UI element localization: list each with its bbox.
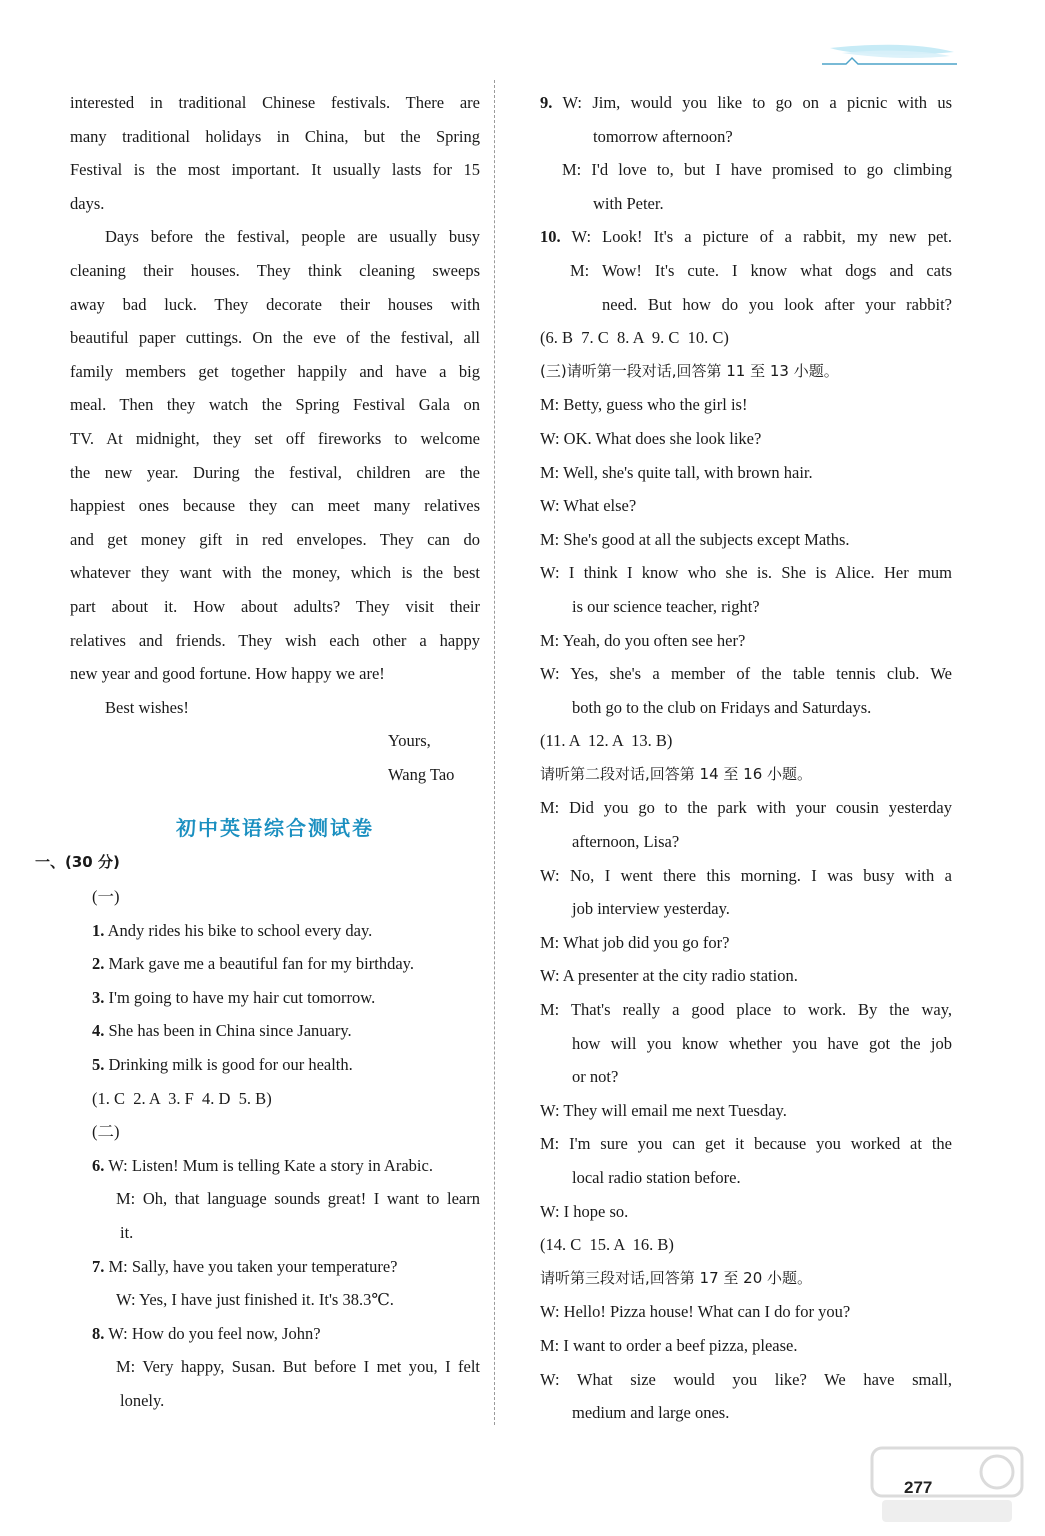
text-line: whatever they want with the money, which is the best	[70, 563, 480, 583]
dialogue-10-line-3: need. But how do you look after your rabbit?	[602, 294, 952, 314]
sentence-text: Andy rides his bike to school every day.	[107, 920, 373, 940]
text-line: family members get together happily and have a big	[70, 361, 480, 381]
letter-sign-off: Yours,	[388, 731, 431, 751]
dialogue-8-line-1	[70, 1317, 480, 1351]
conversation-2-line: W: No, I went there this morning. I was busy with a	[540, 865, 952, 885]
conversation-3-line: M: I want to order a beef pizza, please.	[540, 1335, 798, 1355]
dialogue-8-line-2: M: Very happy, Susan. But before I met you, I felt	[116, 1357, 480, 1377]
text-line: meal. Then they watch the Spring Festival Gala on	[70, 395, 480, 415]
dialogue-9-line-1	[540, 86, 952, 120]
part-2-label: (二)	[92, 1122, 120, 1142]
conversation-1-line: M: Well, she's quite tall, with brown hair.	[540, 462, 813, 482]
conversation-1-line: W: OK. What does she look like?	[540, 428, 762, 448]
letter-signer: Wang Tao	[388, 764, 455, 784]
dialogue-9-line-4: with Peter.	[593, 193, 664, 213]
test-title: 初中英语综合测试卷	[176, 816, 374, 841]
conversation-2-line: afternoon, Lisa?	[572, 832, 680, 852]
sentence-text: Mark gave me a beautiful fan for my birthday.	[108, 954, 414, 974]
text-line: and get money gift in red envelopes. They can do	[70, 529, 480, 549]
dialogue-7-line-1	[70, 1250, 480, 1284]
sentence-text: She has been in China since January.	[108, 1021, 352, 1041]
header-decoration	[822, 42, 957, 68]
conversation-1-line: M: She's good at all the subjects except Maths.	[540, 529, 850, 549]
sentence-3	[70, 981, 480, 1015]
conversation-2-line: M: Did you go to the park with your cousin yesterday	[540, 798, 952, 818]
item-number: 3.	[92, 987, 105, 1007]
conversation-1-line: W: I think I know who she is. She is Alice. Her mum	[540, 563, 952, 583]
text-line: happiest ones because they can meet many relatives	[70, 496, 480, 516]
item-number: 6.	[92, 1155, 105, 1175]
conversation-2-line: job interview yesterday.	[572, 899, 730, 919]
answers-6-10: (6. B 7. C 8. A 9. C 10. C)	[540, 328, 729, 348]
text-line: days.	[70, 193, 105, 213]
conversation-1-line: W: Yes, she's a member of the table tennis club. We	[540, 664, 952, 684]
item-number: 4.	[92, 1021, 105, 1041]
dialogue-10-line-1	[540, 220, 952, 254]
conversation-2-line: W: They will email me next Tuesday.	[540, 1100, 787, 1120]
left-column	[35, 86, 480, 1418]
conversation-2-line: or not?	[572, 1067, 619, 1087]
text-line: TV. At midnight, they set off fireworks to welcome	[70, 428, 480, 448]
text-line: Days before the festival, people are usually busy	[105, 227, 480, 247]
sentence-text: I'm going to have my hair cut tomorrow.	[108, 987, 376, 1007]
dialogue-9-line-3: M: I'd love to, but I have promised to go climbing	[562, 160, 952, 180]
dialogue-text: W: Listen! Mum is telling Kate a story in Arabic.	[108, 1155, 433, 1175]
conversation-2-line: how will you know whether you have got the job	[572, 1033, 952, 1053]
conversation-3-intro: 请听第三段对话,回答第 17 至 20 小题。	[540, 1268, 813, 1287]
column-divider	[494, 80, 495, 1425]
section-label: 一、(30 分)	[35, 853, 120, 872]
conversation-1-line: M: Betty, guess who the girl is!	[540, 395, 748, 415]
text-line: interested in traditional Chinese festivals. There are	[70, 93, 480, 112]
conversation-1-line: M: Yeah, do you often see her?	[540, 630, 746, 650]
sentence-1	[70, 914, 480, 948]
item-number: 10.	[540, 227, 561, 247]
conversation-1-line: W: What else?	[540, 496, 637, 516]
conversation-3-line: medium and large ones.	[572, 1403, 730, 1423]
dialogue-text: W: How do you feel now, John?	[108, 1323, 321, 1343]
sentence-2	[70, 947, 480, 981]
conversation-2-line: M: I'm sure you can get it because you worked at the	[540, 1134, 952, 1154]
watermark-logo	[862, 1440, 1032, 1530]
answers-14-16: (14. C 15. A 16. B)	[540, 1235, 674, 1255]
dialogue-6-line-3: it.	[120, 1223, 134, 1242]
conversation-2-line: M: What job did you go for?	[540, 932, 730, 952]
sentence-text: Drinking milk is good for our health.	[108, 1055, 353, 1075]
dialogue-10-line-2: M: Wow! It's cute. I know what dogs and cats	[570, 260, 952, 280]
part-3-intro: (三)请听第一段对话,回答第 11 至 13 小题。	[540, 361, 839, 380]
conversation-1-line: both go to the club on Fridays and Saturdays.	[572, 697, 872, 717]
sentence-4	[70, 1014, 480, 1048]
conversation-2-line: W: A presenter at the city radio station.	[540, 966, 798, 986]
conversation-3-line: W: What size would you like? We have small,	[540, 1369, 952, 1389]
item-number: 7.	[92, 1256, 105, 1276]
text-line: relatives and friends. They wish each other a happy	[70, 630, 480, 650]
item-number: 2.	[92, 954, 105, 974]
item-number: 9.	[540, 93, 553, 112]
dialogue-6-line-2: M: Oh, that language sounds great! I want to learn	[116, 1189, 480, 1209]
text-line: many traditional holidays in China, but the Spring	[70, 126, 480, 146]
right-column	[540, 86, 952, 1430]
sentence-5	[70, 1048, 480, 1082]
item-number: 8.	[92, 1323, 105, 1343]
dialogue-6-line-1	[70, 1149, 480, 1183]
conversation-2-intro: 请听第二段对话,回答第 14 至 16 小题。	[540, 764, 813, 783]
page-number: 277	[904, 1478, 933, 1497]
item-number: 1.	[92, 920, 105, 940]
letter-paragraph-2	[70, 220, 480, 690]
item-number: 5.	[92, 1055, 105, 1075]
text-line: cleaning their houses. They think cleaning sweeps	[70, 260, 480, 280]
conversation-2-line: M: That's really a good place to work. By the way,	[540, 1000, 952, 1020]
text-line: part about it. How about adults? They visit their	[70, 596, 480, 616]
dialogue-9-line-2: tomorrow afternoon?	[593, 126, 733, 146]
text-line: new year and good fortune. How happy we are!	[70, 664, 385, 684]
dialogue-text: W: Look! It's a picture of a rabbit, my new pet.	[571, 227, 952, 247]
text-line: beautiful paper cuttings. On the eve of the festival, all	[70, 328, 480, 348]
text-line: the new year. During the festival, children are the	[70, 462, 480, 482]
dialogue-7-line-2: W: Yes, I have just finished it. It's 38.3℃.	[116, 1290, 394, 1310]
conversation-2-line: W: I hope so.	[540, 1201, 629, 1221]
conversation-3-line: W: Hello! Pizza house! What can I do for you?	[540, 1302, 851, 1322]
letter-closing: Best wishes!	[105, 697, 189, 717]
part-1-label: (一)	[92, 887, 120, 907]
text-line: Festival is the most important. It usually lasts for 15	[70, 160, 480, 180]
dialogue-8-line-3: lonely.	[120, 1390, 165, 1410]
dialogue-text: M: Sally, have you taken your temperature?	[108, 1256, 398, 1276]
answers-1-5: (1. C 2. A 3. F 4. D 5. B)	[92, 1088, 272, 1108]
dialogue-text: W: Jim, would you like to go on a picnic with us	[562, 93, 952, 112]
answers-11-13: (11. A 12. A 13. B)	[540, 731, 673, 751]
conversation-2-line: local radio station before.	[572, 1168, 741, 1187]
letter-paragraph-1	[70, 86, 480, 220]
text-line: away bad luck. They decorate their houses with	[70, 294, 480, 314]
conversation-1-line: is our science teacher, right?	[572, 596, 760, 616]
